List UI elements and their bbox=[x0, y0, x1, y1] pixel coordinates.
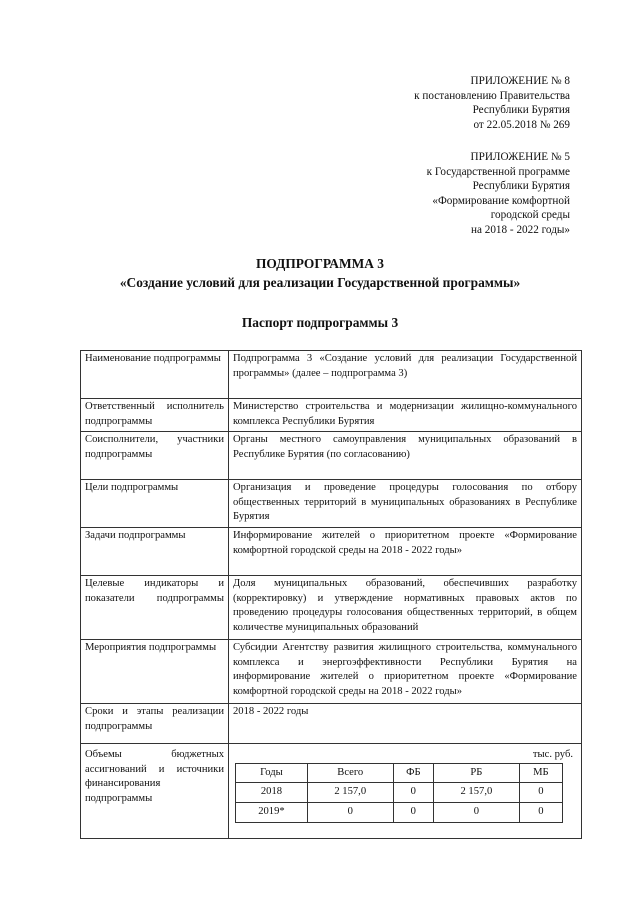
finance-cell-year: 2019* bbox=[236, 802, 308, 822]
appendix-8-date: от 22.05.2018 № 269 bbox=[473, 118, 570, 131]
finance-cell-rb: 0 bbox=[434, 802, 520, 822]
row-label: Объемы бюджетных ассигнований и источники финансирования подпрограммы bbox=[81, 744, 229, 839]
row-label: Задачи подпрограммы bbox=[81, 528, 229, 576]
row-label: Цели подпрограммы bbox=[81, 480, 229, 528]
appendix-8-line: к постановлению Правительства bbox=[414, 89, 570, 102]
finance-header: РБ bbox=[434, 763, 520, 783]
table-row bbox=[81, 399, 582, 432]
row-label: Соисполнители, участники подпрограммы bbox=[81, 432, 229, 480]
table-row bbox=[81, 744, 582, 839]
passport-title: Паспорт подпрограммы 3 bbox=[241, 315, 399, 330]
appendix-8-header bbox=[414, 74, 570, 132]
passport-table bbox=[80, 350, 582, 839]
appendix-5-line: на 2018 - 2022 годы» bbox=[471, 223, 570, 236]
appendix-5-title: ПРИЛОЖЕНИЕ № 5 bbox=[470, 151, 570, 163]
finance-unit: тыс. руб. bbox=[532, 749, 573, 761]
table-row bbox=[81, 528, 582, 576]
table-row bbox=[81, 480, 582, 528]
appendix-5-line: Республики Бурятия bbox=[472, 180, 570, 193]
row-label: Мероприятия подпрограммы bbox=[81, 640, 229, 704]
finance-cell-mb: 0 bbox=[519, 802, 562, 822]
finance-cell-fb: 0 bbox=[393, 783, 433, 803]
appendix-8-line: Республики Бурятия bbox=[472, 104, 570, 117]
finance-row bbox=[236, 802, 563, 822]
finance-header: Всего bbox=[307, 763, 393, 783]
row-value: Органы местного самоуправления муниципальных образований в Республике Бурятия (по согласованию) bbox=[229, 432, 582, 480]
row-value: Доля муниципальных образований, обеспечивших разработку (корректировку) и утверждение нормативных правовых актов по проведению процедуры голосования общественных территорий, в общем количестве муниципальных образований bbox=[229, 576, 582, 640]
appendix-5-line: к Государственной программе bbox=[426, 165, 570, 178]
appendix-5-header bbox=[427, 150, 570, 238]
row-value: Подпрограмма 3 «Создание условий для реализации Государственной программы» (далее – подпрограмма 3) bbox=[229, 351, 582, 399]
finance-header-row bbox=[236, 763, 563, 783]
row-value: Информирование жителей о приоритетном проекте «Формирование комфортной городской среды на 2018 - 2022 годы» bbox=[229, 528, 582, 576]
appendix-8-title: ПРИЛОЖЕНИЕ № 8 bbox=[470, 75, 570, 87]
table-row bbox=[81, 576, 582, 640]
appendix-5-line: городской среды bbox=[490, 209, 570, 222]
finance-cell bbox=[229, 744, 582, 839]
row-value: Министерство строительства и модернизации жилищно-коммунального комплекса Республики Бурятия bbox=[229, 399, 582, 432]
finance-cell-fb: 0 bbox=[393, 802, 433, 822]
row-value: 2018 - 2022 годы bbox=[229, 704, 582, 744]
finance-cell-year: 2018 bbox=[236, 783, 308, 803]
row-label: Ответственный исполнитель подпрограммы bbox=[81, 399, 229, 432]
subprogram-name: «Создание условий для реализации Государственной программы» bbox=[119, 275, 521, 290]
table-row bbox=[81, 640, 582, 704]
table-row bbox=[81, 351, 582, 399]
finance-cell-total: 2 157,0 bbox=[307, 783, 393, 803]
finance-cell-rb: 2 157,0 bbox=[434, 783, 520, 803]
appendix-5-line: «Формирование комфортной bbox=[432, 194, 570, 207]
finance-header: Годы bbox=[236, 763, 308, 783]
finance-cell-total: 0 bbox=[307, 802, 393, 822]
table-row bbox=[81, 704, 582, 744]
row-label: Целевые индикаторы и показатели подпрограммы bbox=[81, 576, 229, 640]
finance-row bbox=[236, 783, 563, 803]
row-value: Организация и проведение процедуры голосования по отбору общественных территорий в муниципальных образованиях в Республике Бурятия bbox=[229, 480, 582, 528]
finance-cell-mb: 0 bbox=[519, 783, 562, 803]
row-label: Наименование подпрограммы bbox=[81, 351, 229, 399]
finance-table bbox=[235, 763, 563, 823]
subprogram-title: ПОДПРОГРАММА 3 bbox=[256, 256, 384, 271]
row-label: Сроки и этапы реализации подпрограммы bbox=[81, 704, 229, 744]
finance-header: ФБ bbox=[393, 763, 433, 783]
finance-header: МБ bbox=[519, 763, 562, 783]
row-value: Субсидии Агентству развития жилищного строительства, коммунального комплекса и энергоэффективности Республики Бурятия на информирование жителей о приоритетном проекте «Формирование комфортной городской среды на 2018 - 2022 годы» bbox=[229, 640, 582, 704]
table-row bbox=[81, 432, 582, 480]
